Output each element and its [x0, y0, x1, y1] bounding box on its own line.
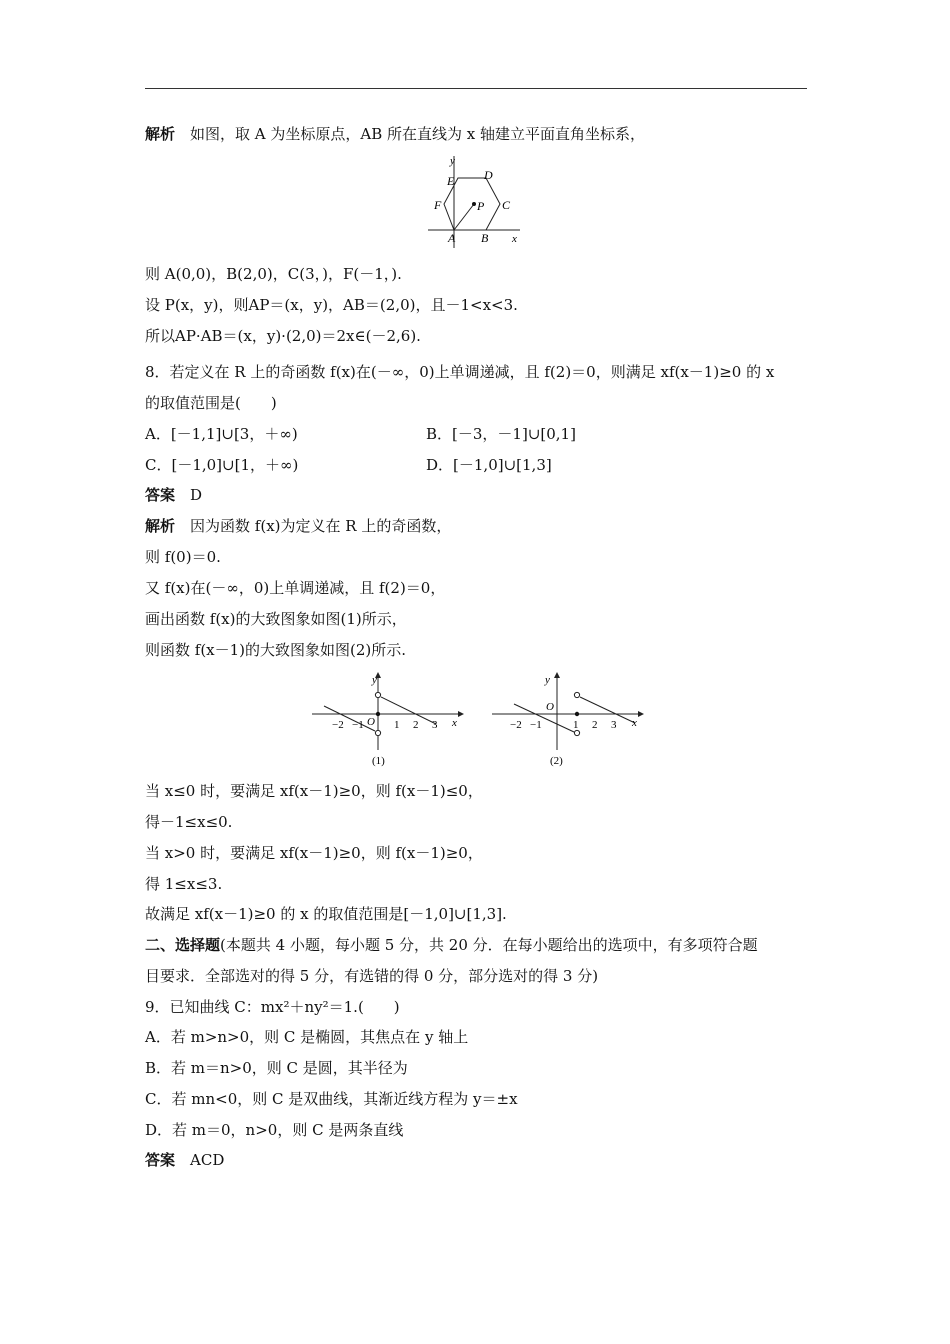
analysis-label: 解析: [145, 125, 176, 143]
q8-answer: D: [190, 486, 203, 504]
p7-intro: 如图，取 A 为坐标原点，AB 所在直线为 x 轴建立平面直角坐标系，: [190, 125, 646, 143]
p7-coords: 则 A(0,0)，B(2,0)，C(3，)，F(－1，).: [145, 265, 402, 283]
label-a: A: [448, 231, 456, 245]
q8-sol2-line4: 得 1≤x≤3.: [145, 875, 223, 893]
label-c: C: [502, 198, 511, 212]
graph2-open-dot-bottom: [574, 730, 579, 735]
graph2-x-label: x: [632, 717, 637, 729]
graph2-origin-label: O: [546, 701, 554, 713]
q9-option-a: A．若 m>n>0，则 C 是椭圆，其焦点在 y 轴上: [145, 1028, 469, 1046]
section2-heading-line: [145, 935, 758, 955]
hexagon-figure: [420, 152, 532, 250]
graph2-tick-1: 1: [573, 719, 579, 731]
graph1-tick-neg1: −1: [352, 719, 364, 731]
p7-intro-line: [145, 124, 645, 144]
graph1-tick-neg2: −2: [332, 719, 344, 731]
section2-desc1: (本题共 4 小题，每小题 5 分，共 20 分．在每小题给出的选项中，有多项符合题: [220, 936, 758, 954]
q8-sol2-line3: 当 x>0 时，要满足 xf(x－1)≥0，则 f(x－1)≥0，: [145, 844, 483, 862]
graph2-solid-dot: [575, 712, 579, 716]
graph-1: [308, 670, 466, 772]
q9-option-d: D．若 m＝0，n>0，则 C 是两条直线: [145, 1121, 404, 1139]
section2-desc2: 目要求．全部选对的得 5 分，有选错的得 0 分，部分选对的得 3 分): [145, 967, 599, 985]
q9-stem: 9．已知曲线 C：mx²＋ny²＝1.( ): [145, 998, 400, 1016]
graph2-tick-neg2: −2: [510, 719, 522, 731]
graph1-x-label: x: [452, 717, 457, 729]
q9-answer-line: [145, 1150, 224, 1170]
p7-result: 所以AP·AB＝(x，y)·(2,0)＝2x∈(－2,6).: [145, 327, 421, 345]
q8-stem-line1: 8．若定义在 R 上的奇函数 f(x)在(－∞，0)上单调递减，且 f(2)＝0，则满足 xf(x－1)≥0 的 x: [145, 363, 775, 381]
q9-option-b: B．若 m＝n>0，则 C 是圆，其半径为: [145, 1059, 408, 1077]
graph1-open-dot-top: [375, 692, 380, 697]
label-p: P: [477, 199, 485, 213]
graph-2: [488, 670, 646, 772]
q8-sol-line4: 画出函数 f(x)的大致图象如图(1)所示，: [145, 610, 407, 628]
label-e: E: [447, 174, 455, 188]
q8-sol-line5: 则函数 f(x－1)的大致图象如图(2)所示.: [145, 641, 407, 659]
q8-option-c: C．[－1,0]∪[1，＋∞): [145, 456, 299, 474]
graph1-caption: (1): [372, 755, 385, 767]
q8-sol2-line1: 当 x≤0 时，要满足 xf(x－1)≥0，则 f(x－1)≤0，: [145, 782, 483, 800]
graph1-tick-2: 2: [413, 719, 419, 731]
graph2-y-label: y: [545, 674, 550, 686]
answer-label: 答案: [145, 1151, 176, 1169]
section2-title: 二、选择题: [145, 936, 221, 954]
graph2-y-arrow: [554, 672, 560, 678]
q8-option-b: B．[－3，－1]∪[0,1]: [426, 425, 576, 443]
graph1-open-dot-bottom: [375, 730, 380, 735]
q8-option-a: A．[－1,1]∪[3，＋∞): [145, 425, 298, 443]
answer-label: 答案: [145, 486, 176, 504]
graph1-right-branch: [381, 697, 436, 724]
q8-stem-line2: 的取值范围是( ): [145, 394, 277, 412]
q9-option-c: C．若 mn<0，则 C 是双曲线，其渐近线方程为 y＝±x: [145, 1090, 518, 1108]
label-x: x: [512, 233, 517, 245]
graph2-x-arrow: [638, 711, 644, 717]
q8-sol2-line5: 故满足 xf(x－1)≥0 的 x 的取值范围是[－1,0]∪[1,3].: [145, 905, 507, 923]
graph2-open-dot-top: [574, 692, 579, 697]
q8-sol-line2: 则 f(0)＝0.: [145, 548, 221, 566]
q8-sol-line3: 又 f(x)在(－∞，0)上单调递减，且 f(2)＝0，: [145, 579, 446, 597]
graph2-caption: (2): [550, 755, 563, 767]
label-f: F: [434, 198, 442, 212]
q8-option-d: D．[－1,0]∪[1,3]: [426, 456, 552, 474]
graph1-y-label: y: [372, 674, 377, 686]
label-d: D: [484, 168, 493, 182]
segment-ap: [454, 204, 474, 230]
label-y: y: [450, 155, 455, 167]
graph1-tick-1: 1: [394, 719, 400, 731]
point-p: [472, 202, 476, 206]
q8-sol-line1: [145, 516, 451, 536]
label-b: B: [481, 231, 489, 245]
q8-sol2-line2: 得－1≤x≤0.: [145, 813, 233, 831]
p7-let-p: 设 P(x，y)，则AP＝(x，y)，AB＝(2,0)，且－1<x<3.: [145, 296, 518, 314]
graph2-left-branch: [514, 704, 574, 732]
graph1-tick-3: 3: [432, 719, 438, 731]
header-rule: [145, 88, 807, 89]
graph2-tick-3: 3: [611, 719, 617, 731]
q8-sol-text1: 因为函数 f(x)为定义在 R 上的奇函数，: [190, 517, 452, 535]
graph1-solid-dot-origin: [376, 712, 380, 716]
graph1-x-arrow: [458, 711, 464, 717]
graph2-tick-neg1: −1: [530, 719, 542, 731]
graph2-right-branch: [580, 697, 635, 723]
q9-answer: ACD: [190, 1151, 225, 1169]
analysis-label: 解析: [145, 517, 176, 535]
graph2-tick-2: 2: [592, 719, 598, 731]
q8-answer-line: [145, 485, 202, 505]
graph1-origin-label: O: [367, 716, 375, 728]
